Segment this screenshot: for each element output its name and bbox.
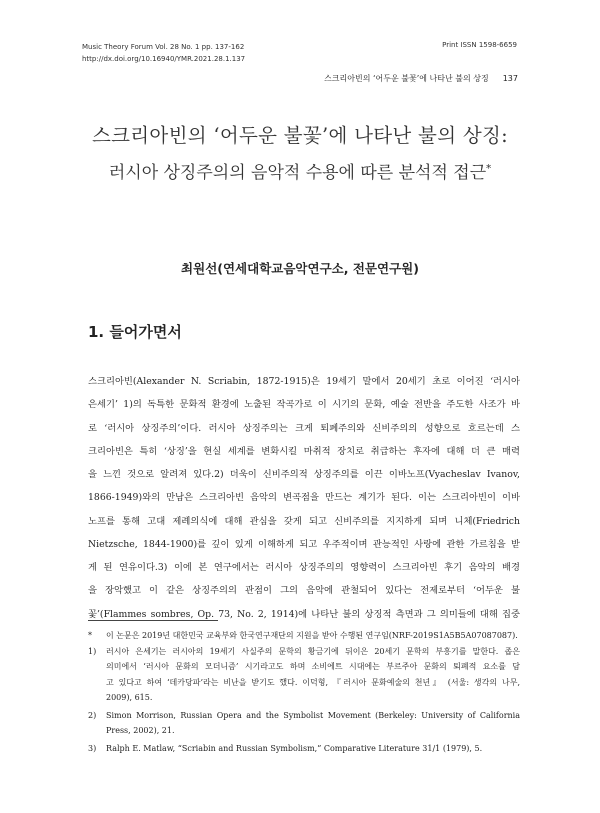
author-byline: 최원선(연세대학교음악연구소, 전문연구원) [181,261,419,276]
footnote [88,741,520,757]
body-text [88,370,520,626]
body-line: 스크리아빈(Alexander N. Scriabin, 1872-1915)은 19세기 말에서 20세기 초로 이어진 ‘러시아 [88,376,520,387]
footnote [88,628,520,644]
section-heading: 1. 들어가면서 [88,323,182,341]
body-line: 로 ‘러시아 상징주의’이다. 러시아 상징주의는 크게 퇴폐주의와 신비주의의 성향으로 흐르는데 스 [88,422,520,434]
body-line: 을 장악했고 이 같은 상징주의의 관점이 그의 음악에 관철되어 있다는 전제로부터 ‘어두운 불 [88,585,520,597]
footnote [88,708,520,739]
article-subtitle [0,158,600,183]
footnote-marker: * [88,631,92,640]
footnote-line: 러시아 은세기는 러시아의 19세기 사실주의 문학의 황금기에 뒤이은 20세기 문학의 부흥기를 말한다. 좁은 [106,646,520,656]
footnote-line: 이 논문은 2019년 대한민국 교육부와 한국연구재단의 지원을 받아 수행된 연구임(NRF-2019S1A5B5A07087087). [106,631,518,640]
footnote-marker: 1) [88,646,97,656]
article-title: 스크리아빈의 ‘어두운 불꽃’에 나타난 불의 상징: [92,124,508,147]
footnote [88,644,520,706]
journal-info [82,41,245,65]
body-line: 1866-1949)와의 만남은 스크리아빈 음악의 변곡점을 만드는 계기가 된다. 이는 스크리아빈이 이바 [88,492,520,504]
footnotes [88,628,520,756]
footnote-line: 고 있다고 하여 ‘데카당파’라는 비난을 받기도 했다. 이덕형, 『러시아 문화예술의 천년』 (서울: 생각의 나무, [106,677,520,687]
body-line: 을 느낀 것으로 알려져 있다.2) 더욱이 신비주의적 상징주의를 이끈 이바노프(Vyacheslav Ivanov, [88,469,520,480]
body-line: 은세기’ 1)의 독특한 문화적 환경에 노출된 작곡가로 이 시기의 문화, 예술 전반을 주도한 사조가 바 [88,399,520,411]
footnote-divider [88,620,218,621]
footnote-marker: 2) [88,710,97,720]
footnote-line: Ralph E. Matlaw, “Scriabin and Russian Symbolism,” Comparative Literature 31/1 (1979), 5. [106,743,483,753]
footnote-marker: 3) [88,743,97,753]
body-line: 게 된 연유이다.3) 이에 본 연구에서는 러시아 상징주의의 영향력이 스크리아빈 후기 음악의 배경 [88,562,520,573]
footnote-line: 2009), 615. [106,693,153,702]
journal-citation: Music Theory Forum Vol. 28 No. 1 pp. 137-162 [82,43,245,51]
subtitle-text: 러시아 상징주의의 음악적 수용에 따른 분석적 접근 [108,163,487,183]
running-title: 스크리아빈의 ‘어두운 불꽃’에 나타난 불의 상징 [324,74,489,83]
body-line: 꽃’(Flammes sombres, Op. 73, No. 2, 1914)에 나타난 불의 상징적 측면과 그 의미들에 대해 집중 [88,608,520,620]
running-header [324,73,518,84]
acknowledgement-mark: * [486,163,492,175]
footnote-line: 의미에서 ‘러시아 문화의 모더니즘’ 시기라고도 하며 소비에트 시대에는 부르주아 문화의 퇴폐적 요소를 담 [106,662,520,671]
doi-link[interactable]: http://dx.doi.org/10.16940/YMR.2021.28.1.137 [82,55,246,63]
body-line: 크리아빈은 특히 ‘상징’을 현실 세계를 변화시킬 마취적 장치로 취급하는 후자에 대해 더 큰 매력 [88,445,520,457]
page-number: 137 [502,74,518,83]
footnote-line: Press, 2002), 21. [106,726,175,735]
body-line: 노프를 통해 고대 제례의식에 대해 관심을 갖게 되고 신비주의를 지지하게 되며 니체(Friedrich [88,515,520,527]
body-line: Nietzsche, 1844-1900)를 깊이 있게 이해하게 되고 우주적이며 관능적인 사랑에 관한 가르침을 받 [88,538,520,550]
footnote-line: Simon Morrison, Russian Opera and the Symbolist Movement (Berkeley: University of California [106,710,520,720]
issn: Print ISSN 1598-6659 [442,41,517,49]
